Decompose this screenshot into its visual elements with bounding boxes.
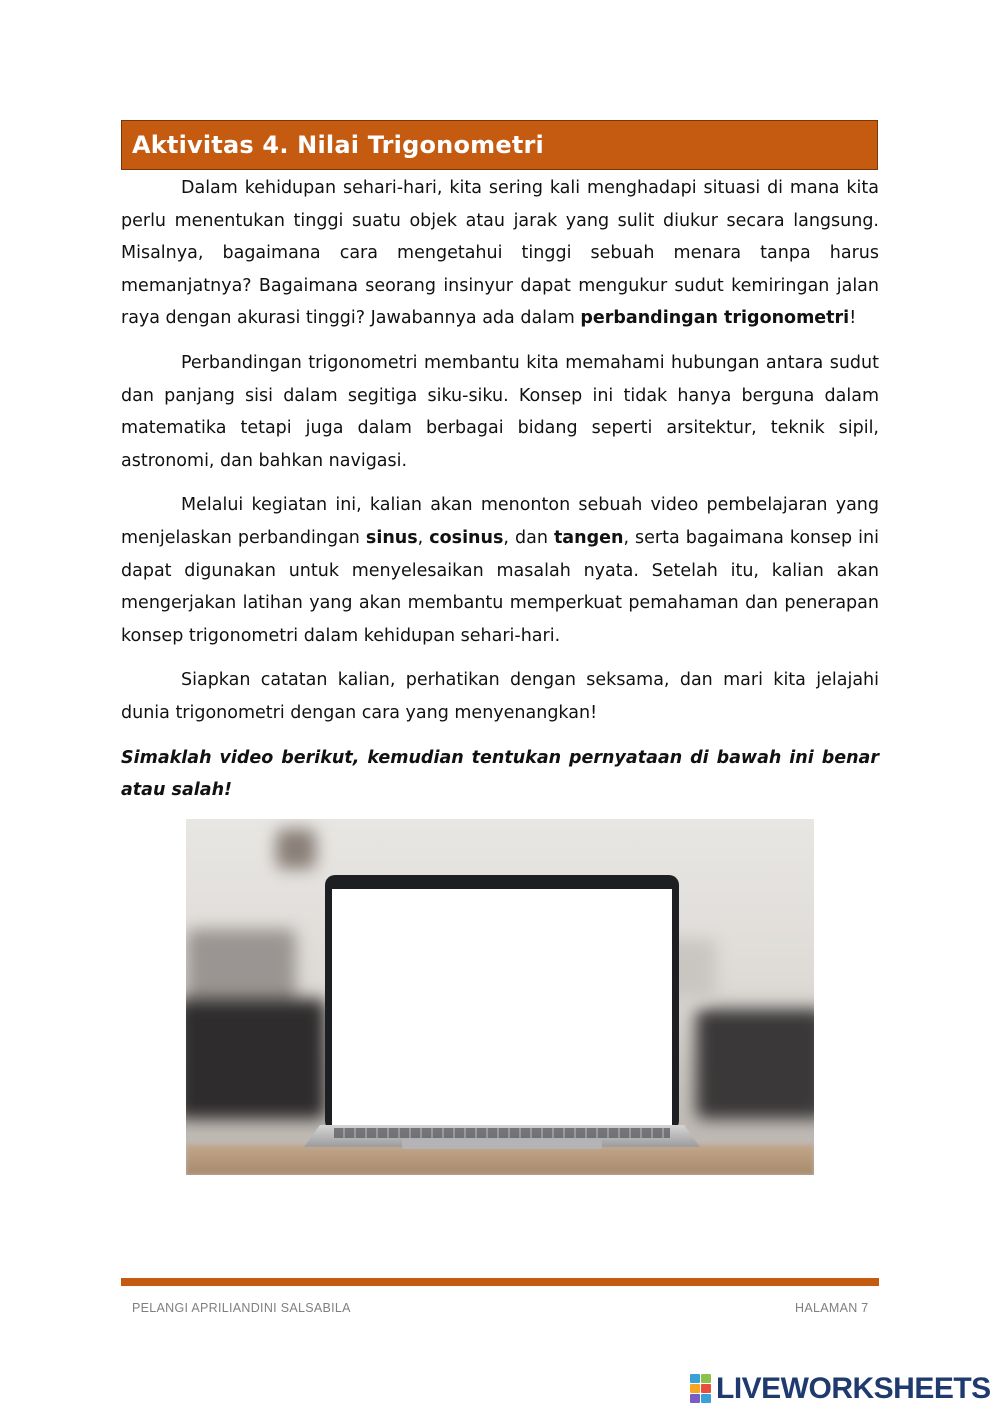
- intro-text: Dalam kehidupan sehari-hari, kita sering kali menghadapi situasi di mana kita perlu menentukan tinggi suatu objek atau jarak yang sulit diukur secara langsung. Misalnya, bagaimana cara mengetahui tinggi sebuah menara tanpa harus memanjatnya? Bagaimana seorang insinyur dapat mengukur sudut kemiringan jalan raya dengan akurasi tinggi? Jawabannya ada dalam: [121, 178, 879, 329]
- instruction-text: Simaklah video berikut, kemudian tentukan pernyataan di bawah ini benar atau salah!: [121, 747, 879, 801]
- activity-text: Melalui kegiatan ini, kalian akan menonton sebuah video pembelajaran yang menjelaskan perbandingan: [121, 495, 879, 548]
- activity-content: [121, 172, 879, 819]
- paragraph-intro: [121, 172, 879, 335]
- laptop-photo[interactable]: [186, 819, 814, 1175]
- term-tangen: tangen: [553, 527, 624, 548]
- footer-page-number: HALAMAN 7: [795, 1301, 869, 1315]
- background-blur: [276, 829, 316, 869]
- laptop-keyboard: [334, 1128, 670, 1138]
- liveworksheets-mark-icon: [690, 1374, 712, 1404]
- paragraph-activity: [121, 489, 879, 652]
- footer-divider: [121, 1278, 879, 1286]
- paragraph-closing: Siapkan catatan kalian, perhatikan dengan seksama, dan mari kita jelajahi dunia trigonometri dengan cara yang menyenangkan!: [121, 670, 879, 723]
- term-cosinus: cosinus: [429, 527, 504, 548]
- separator: ,: [417, 527, 430, 548]
- background-blur: [186, 929, 296, 1009]
- intro-highlight: perbandingan trigonometri: [580, 308, 850, 329]
- paragraph-concept: Perbandingan trigonometri membantu kita memahami hubungan antara sudut dan panjang sisi dalam segitiga siku-siku. Konsep ini tidak hanya berguna dalam matematika tetapi juga dalam berbagai bidang seperti arsitektur, teknik sipil, astronomi, dan bahkan navigasi.: [121, 352, 879, 471]
- background-blur: [186, 999, 326, 1119]
- liveworksheets-logo[interactable]: [690, 1371, 991, 1407]
- term-sinus: sinus: [365, 527, 418, 548]
- background-blur: [696, 1009, 814, 1119]
- activity-text-end: , serta bagaimana konsep ini dapat digunakan untuk menyelesaikan masalah nyata. Setelah itu, kalian akan mengerjakan latihan yang akan membantu memperkuat pemahaman dan penerapan konsep trigonometri dalam kehidupan sehari-hari.: [121, 527, 879, 646]
- separator: , dan: [503, 527, 554, 548]
- footer-author: PELANGI APRILIANDINI SALSABILA: [132, 1301, 351, 1315]
- liveworksheets-wordmark: LIVEWORKSHEETS: [716, 1372, 991, 1405]
- activity-title: Aktivitas 4. Nilai Trigonometri: [121, 120, 878, 170]
- laptop-screen: [332, 889, 672, 1125]
- laptop-trackpad: [402, 1139, 602, 1149]
- intro-end: !: [849, 308, 857, 329]
- desk: [186, 1145, 814, 1175]
